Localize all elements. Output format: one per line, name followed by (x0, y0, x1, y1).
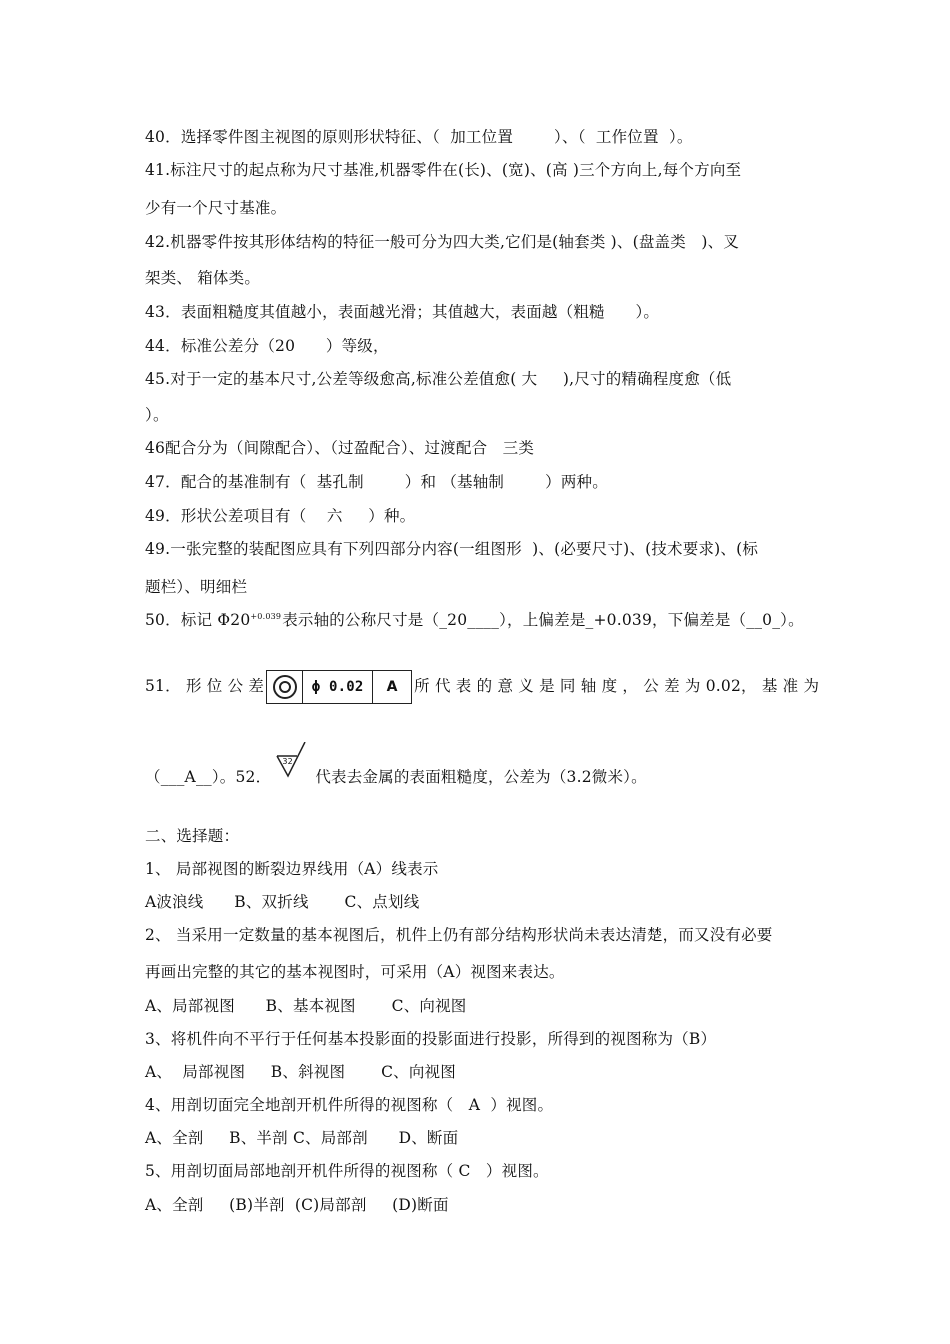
q51-prefix: 51． 形 位 公 差 (145, 677, 265, 695)
choice-3-options: A、 局部视图 B、斜视图 C、向视图 (145, 1063, 456, 1081)
question-49b-line2: 题栏）、明细栏 (145, 578, 248, 596)
question-45-line1: 45.对于一定的基本尺寸,公差等级愈高,标准公差值愈( 大 ),尺寸的精确程度愈（低 (145, 370, 732, 388)
question-51 (145, 666, 819, 706)
question-42-line1: 42.机器零件按其形体结构的特征一般可分为四大类,它们是(轴套类 )、(盘盖类 )、叉 (145, 233, 739, 251)
roughness-value: 32 (282, 757, 293, 766)
question-41-line1: 41.标注尺寸的起点称为尺寸基准,机器零件在(长)、(宽)、(高 )三个方向上,每个方向至 (145, 161, 742, 179)
question-42-line2: 架类、 箱体类。 (145, 269, 261, 287)
question-47: 47．配合的基准制有（ 基孔制 ）和 （基轴制 ）两种。 (145, 473, 608, 491)
choice-2-question-line2: 再画出完整的其它的基本视图时，可采用（A）视图来表达。 (145, 963, 565, 981)
choice-5-options: A、全剖 (B)半剖 (C)局部剖 (D)断面 (145, 1196, 449, 1214)
choice-2-question-line1: 2、 当采用一定数量的基本视图后，机件上仍有部分结构形状尚未表达清楚，而又没有必要 (145, 926, 773, 944)
choice-3-question: 3、将机件向不平行于任何基本投影面的投影面进行投影，所得到的视图称为（B） (145, 1030, 717, 1048)
question-45-line2: ）。 (145, 406, 169, 424)
q50-prefix: 50．标记 Φ20 (145, 611, 251, 629)
question-49a: 49．形状公差项目有（ 六 ）种。 (145, 507, 416, 525)
feature-control-frame (266, 670, 412, 704)
question-40: 40．选择零件图主视图的原则形状特征、（ 加工位置 ）、（ 工作位置 ）。 (145, 128, 693, 146)
choice-4-options: A、全剖 B、半剖 C、局部剖 D、断面 (145, 1129, 459, 1147)
choice-4-question: 4、用剖切面完全地剖开机件所得的视图称（ A ）视图。 (145, 1096, 554, 1114)
fcf-datum: A (386, 679, 398, 695)
section-heading-choice: 二、选择题： (145, 827, 240, 845)
question-43: 43．表面粗糙度其值越小，表面越光滑；其值越大，表面越（粗糙 ）。 (145, 303, 660, 321)
q51-line2-prefix: （___A__）。52． (145, 768, 272, 786)
coaxiality-symbol-icon (267, 671, 303, 703)
surface-roughness-symbol-icon (275, 742, 311, 786)
question-49b-line1: 49.一张完整的装配图应具有下列四部分内容(一组图形 )、(必要尺寸)、(技术要求)、(标 (145, 540, 759, 558)
question-51-52 (145, 742, 647, 799)
q50-superscript: +0.039 (250, 612, 282, 621)
q51-suffix: 所 代 表 的 意 义 是 同 轴 度 ， 公 差 为 0.02， 基 准 为 (414, 677, 820, 695)
choice-5-question: 5、用剖切面局部地剖开机件所得的视图称（ C ）视图。 (145, 1162, 549, 1180)
question-44: 44．标准公差分（20 ）等级， (145, 337, 389, 355)
choice-1-options: A波浪线 B、双折线 C、点划线 (145, 893, 420, 911)
choice-2-options: A、局部视图 B、基本视图 C、向视图 (145, 997, 467, 1015)
question-50 (145, 610, 804, 633)
q50-suffix: 表示轴的公称尺寸是（_20____），上偏差是_+0.039，下偏差是（__0_）。 (282, 611, 804, 629)
q52-suffix: 代表去金属的表面粗糙度，公差为（3.2微米）。 (315, 768, 647, 786)
choice-1-question: 1、 局部视图的断裂边界线用（A）线表示 (145, 860, 439, 878)
question-41-line2: 少有一个尺寸基准。 (145, 199, 287, 217)
question-46: 46配合分为（间隙配合）、（过盈配合）、过渡配合 三类 (145, 439, 535, 457)
fcf-tolerance: ϕ 0.02 (303, 671, 373, 703)
